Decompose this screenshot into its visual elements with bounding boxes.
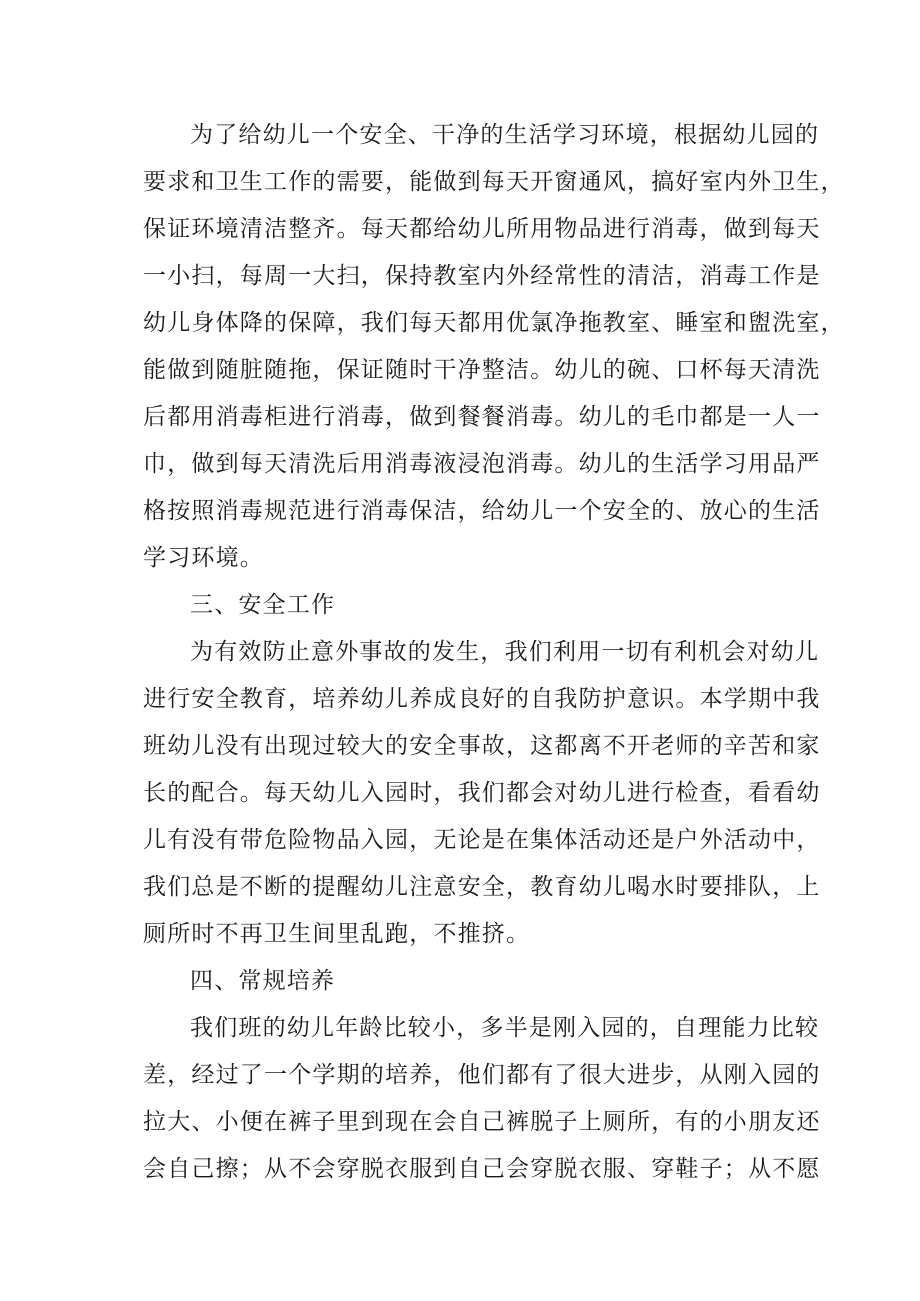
paragraph-line: 长的配合。每天幼儿入园时，我们都会对幼儿进行检查，看看幼	[143, 780, 821, 806]
paragraph-line: 能做到随脏随拖，保证随时干净整洁。幼儿的碗、口杯每天清洗	[143, 357, 821, 383]
section-heading-safety: 三、安全工作	[190, 592, 336, 618]
paragraph-line: 学习环境。	[143, 545, 264, 571]
paragraph-line: 我们班的幼儿年龄比较小，多半是刚入园的，自理能力比较	[190, 1015, 820, 1041]
paragraph-line: 差，经过了一个学期的培养，他们都有了很大进步，从刚入园的	[143, 1062, 821, 1088]
paragraph-line: 进行安全教育，培养幼儿养成良好的自我防护意识。本学期中我	[143, 686, 821, 712]
paragraph-line: 要求和卫生工作的需要，能做到每天开窗通风，搞好室内外卫生，	[143, 169, 845, 195]
paragraph-line: 保证环境清洁整齐。每天都给幼儿所用物品进行消毒，做到每天	[143, 216, 821, 242]
paragraph-line: 厕所时不再卫生间里乱跑，不推挤。	[143, 921, 531, 947]
paragraph-line: 儿有没有带危险物品入园，无论是在集体活动还是户外活动中，	[143, 827, 821, 853]
section-heading-routine: 四、常规培养	[190, 968, 336, 994]
paragraph-line: 我们总是不断的提醒幼儿注意安全，教育幼儿喝水时要排队，上	[143, 874, 821, 900]
paragraph-line: 为了给幼儿一个安全、干净的生活学习环境，根据幼儿园的	[190, 122, 820, 148]
paragraph-line: 幼儿身体降的保障，我们每天都用优氯净拖教室、睡室和盥洗室，	[143, 310, 845, 336]
paragraph-line: 一小扫，每周一大扫，保持教室内外经常性的清洁，消毒工作是	[143, 263, 821, 289]
paragraph-line: 会自己擦；从不会穿脱衣服到自己会穿脱衣服、穿鞋子；从不愿	[143, 1156, 821, 1182]
paragraph-line: 巾，做到每天清洗后用消毒液浸泡消毒。幼儿的生活学习用品严	[143, 451, 821, 477]
paragraph-line: 格按照消毒规范进行消毒保洁，给幼儿一个安全的、放心的生活	[143, 498, 821, 524]
paragraph-line: 拉大、小便在裤子里到现在会自己裤脱子上厕所，有的小朋友还	[143, 1109, 821, 1135]
paragraph-line: 为有效防止意外事故的发生，我们利用一切有利机会对幼儿	[190, 639, 820, 665]
paragraph-line: 班幼儿没有出现过较大的安全事故，这都离不开老师的辛苦和家	[143, 733, 821, 759]
paragraph-line: 后都用消毒柜进行消毒，做到餐餐消毒。幼儿的毛巾都是一人一	[143, 404, 821, 430]
